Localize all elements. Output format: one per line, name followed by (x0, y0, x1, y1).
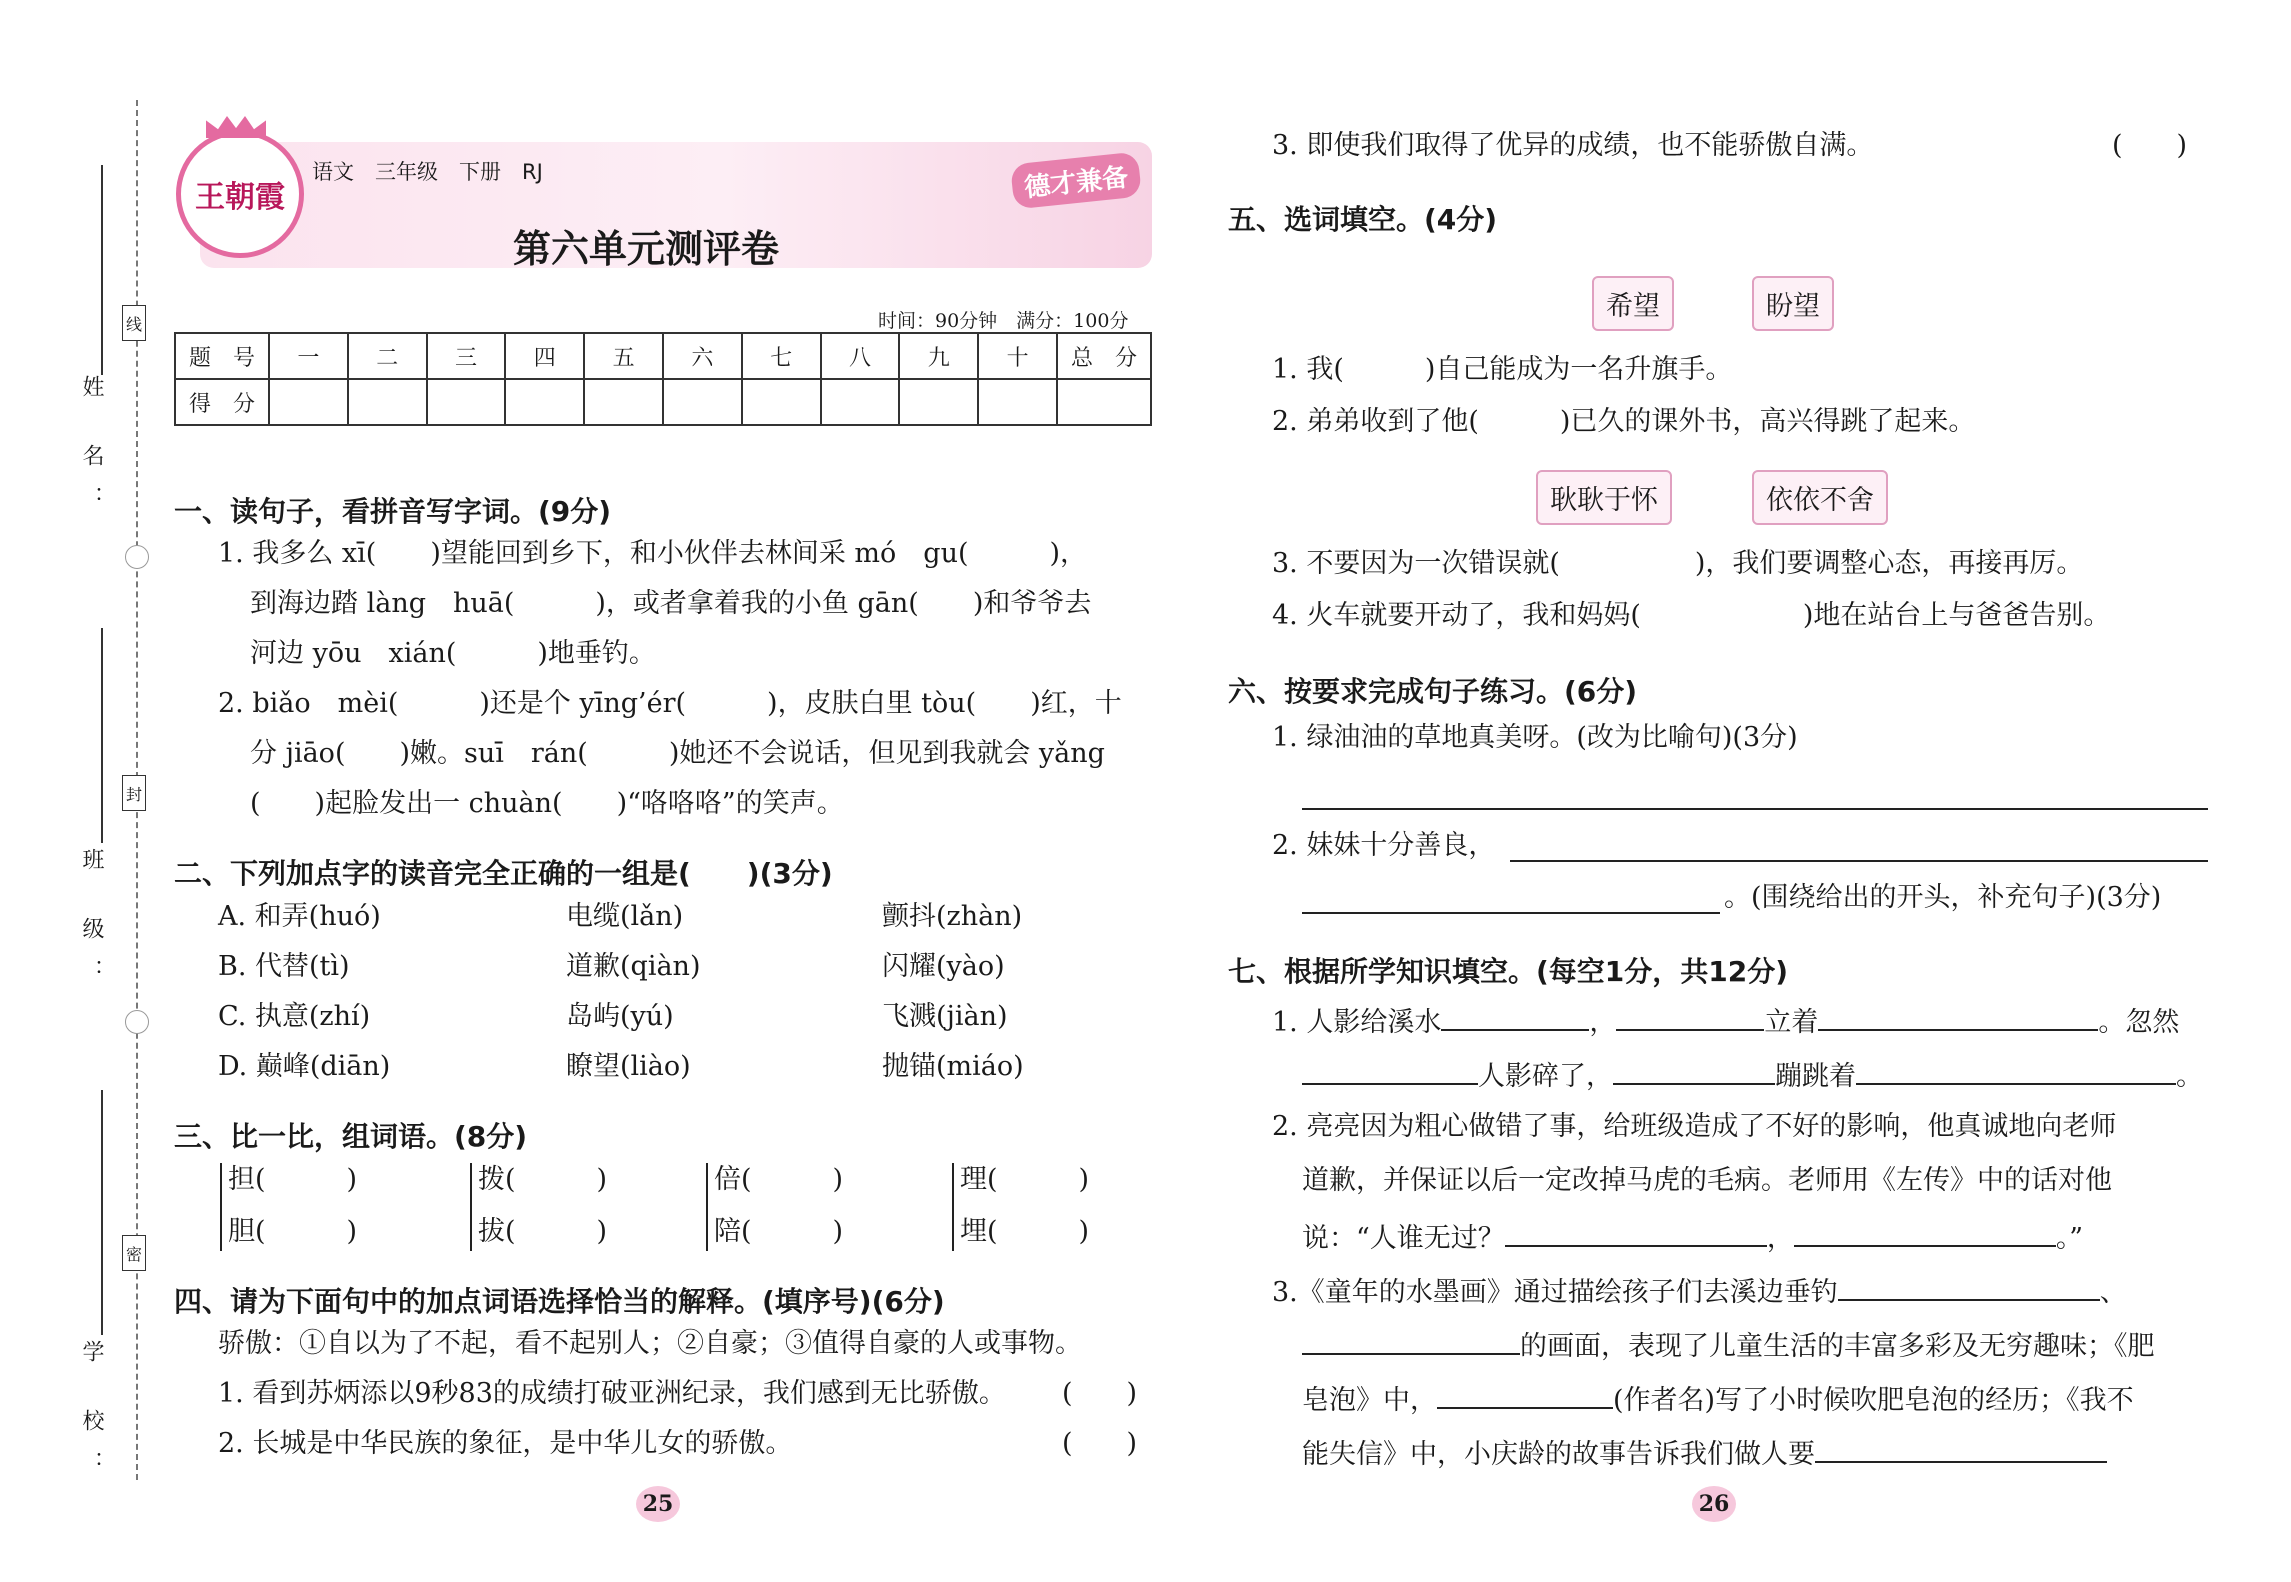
option-b3: 闪耀(yào) (882, 951, 1005, 982)
option-c2: 岛屿(yú) (566, 1001, 674, 1032)
blank[interactable] (1302, 1059, 1478, 1085)
score-cell[interactable] (978, 379, 1057, 425)
s7-q3-line3 (1302, 1383, 2134, 1414)
table-row (175, 333, 1151, 379)
s7-text: 能失信》中，小庆龄的故事告诉我们做人要 (1302, 1439, 1815, 1470)
s7-q2-line2: 道歉，并保证以后一定改掉马虎的毛病。老师用《左传》中的话对他 (1302, 1165, 2112, 1196)
s6-q2: 2. 妹妹十分善良， (1272, 830, 1496, 861)
brace (470, 1163, 472, 1251)
blank[interactable] (1815, 1437, 2107, 1463)
blank[interactable] (1818, 1005, 2098, 1031)
table-cell: 五 (584, 333, 663, 379)
s6-q2-answer-line-2[interactable] (1302, 912, 1720, 914)
class-label: 班 级： (79, 848, 104, 1001)
pair-word: 拔( ) (478, 1216, 608, 1247)
page-number-left: 25 (636, 1486, 680, 1522)
s7-text: 人影碎了， (1478, 1061, 1613, 1092)
s1-line: 1. 我多么 xī( )望能回到乡下，和小伙伴去林间采 mó gu( )， (218, 538, 1088, 569)
s7-text: (作者名)写了小时候吹肥皂泡的经历；《我不 (1613, 1385, 2134, 1416)
s1-line: ( )起脸发出一 chuàn( )“咯咯咯”的笑声。 (250, 788, 844, 819)
score-cell[interactable] (742, 379, 821, 425)
blank[interactable] (1613, 1059, 1775, 1085)
blank[interactable] (1838, 1275, 2100, 1301)
page-number-right: 26 (1692, 1486, 1736, 1522)
option-c1[interactable]: C. 执意(zhí) (218, 1001, 371, 1032)
pair-word: 拨( ) (478, 1164, 608, 1195)
word-option-gengeng: 耿耿于怀 (1536, 470, 1672, 525)
option-b2: 道歉(qiàn) (566, 951, 701, 982)
score-cell[interactable] (505, 379, 584, 425)
s4-q3-paren[interactable]: ( ) (2112, 130, 2188, 161)
table-row (175, 379, 1151, 425)
s7-text: ， (1589, 1007, 1617, 1038)
pair-word: 埋( ) (960, 1216, 1090, 1247)
s1-line: 到海边踏 làng huā( )，或者拿着我的小鱼 gān( )和爷爷去 (250, 588, 1092, 619)
s7-q1-line2 (1302, 1059, 2203, 1090)
s7-text: 3.《童年的水墨画》通过描绘孩子们去溪边垂钓 (1272, 1277, 1838, 1308)
s7-text: 。 (2176, 1061, 2203, 1092)
s4-definition: 骄傲：①自以为了不起，看不起别人；②自豪；③值得自豪的人或事物。 (218, 1328, 1082, 1359)
section-6-title: 六、按要求完成句子练习。(6分) (1228, 675, 1638, 708)
s6-q2-answer-line[interactable] (1510, 860, 2208, 862)
s7-text: 皂泡》中， (1302, 1385, 1437, 1416)
class-line[interactable] (101, 628, 103, 843)
table-cell: 得 分 (175, 379, 269, 425)
pair-word: 胆( ) (228, 1216, 358, 1247)
blank[interactable] (1856, 1059, 2176, 1085)
s7-text: 、 (2099, 1277, 2127, 1308)
s5-q3: 3. 不要因为一次错误就( )，我们要调整心态，再接再厉。 (1272, 548, 2084, 579)
s6-q2-tail: 。(围绕给出的开头，补充句子)(3分) (1724, 882, 2162, 913)
s7-q2-line1: 2. 亮亮因为粗心做错了事，给班级造成了不好的影响，他真诚地向老师 (1272, 1111, 2117, 1142)
s6-q1-answer-line[interactable] (1302, 808, 2208, 810)
s7-text: 的画面，表现了儿童生活的丰富多彩及无穷趣味；《肥 (1520, 1331, 2155, 1362)
s6-q1: 1. 绿油油的草地真美呀。(改为比喻句)(3分) (1272, 722, 1798, 753)
s7-q3-line1 (1272, 1275, 2127, 1306)
section-1-title: 一、读句子，看拼音写字词。(9分) (174, 495, 612, 528)
pair-word: 陪( ) (714, 1216, 844, 1247)
blank[interactable] (1505, 1221, 1767, 1247)
table-cell: 一 (269, 333, 348, 379)
table-cell: 八 (821, 333, 900, 379)
seal-line-mark: 线 (122, 305, 146, 341)
blank[interactable] (1616, 1005, 1764, 1031)
brand-name: 王朝霞 (195, 180, 285, 215)
s5-q1: 1. 我( )自己能成为一名升旗手。 (1272, 354, 1733, 385)
option-a3: 颤抖(zhàn) (882, 901, 1023, 932)
blank[interactable] (1794, 1221, 2056, 1247)
option-d1[interactable]: D. 巅峰(diān) (218, 1051, 391, 1082)
table-cell: 七 (742, 333, 821, 379)
table-cell: 三 (427, 333, 506, 379)
score-cell[interactable] (427, 379, 506, 425)
s4-q1: 1. 看到苏炳添以9秒83的成绩打破亚洲纪录，我们感到无比骄傲。 (218, 1378, 1006, 1409)
score-cell[interactable] (1057, 379, 1151, 425)
seal-seal-mark: 封 (122, 775, 146, 811)
option-d3: 抛锚(miáo) (882, 1051, 1024, 1082)
section-4-title: 四、请为下面句中的加点词语选择恰当的解释。(填序号)(6分) (174, 1285, 945, 1318)
table-cell: 十 (978, 333, 1057, 379)
table-cell: 二 (348, 333, 427, 379)
score-cell[interactable] (348, 379, 427, 425)
score-cell[interactable] (899, 379, 978, 425)
s7-text: 。” (2055, 1223, 2084, 1254)
crown-icon (206, 116, 266, 138)
s1-line: 分 jiāo( )嫩。suī rán( )她还不会说话，但见到我就会 yǎng (250, 738, 1105, 769)
blank[interactable] (1302, 1329, 1520, 1355)
score-cell[interactable] (584, 379, 663, 425)
binding-hole-icon (125, 1010, 149, 1034)
s4-q2-paren[interactable]: ( ) (1062, 1428, 1138, 1459)
s4-q3: 3. 即使我们取得了优异的成绩，也不能骄傲自满。 (1272, 130, 1874, 161)
s7-text: 1. 人影给溪水 (1272, 1007, 1442, 1038)
s7-text: 。忽然 (2098, 1007, 2180, 1038)
name-line[interactable] (101, 165, 103, 375)
word-option-xiwang: 希望 (1592, 276, 1674, 331)
s7-q3-line4 (1302, 1437, 2107, 1468)
name-label: 姓 名： (79, 375, 104, 528)
score-cell[interactable] (269, 379, 348, 425)
s1-line: 河边 yōu xián( )地垂钓。 (250, 638, 656, 669)
s4-q1-paren[interactable]: ( ) (1062, 1378, 1138, 1409)
s5-q2: 2. 弟弟收到了他( )已久的课外书，高兴得跳了起来。 (1272, 406, 1976, 437)
page-title: 第六单元测评卷 (513, 227, 780, 271)
school-line[interactable] (101, 1090, 103, 1335)
option-d2: 瞭望(liào) (566, 1051, 691, 1082)
brand-logo (176, 130, 304, 258)
header-badge: 德才兼备 (1010, 151, 1142, 209)
blank[interactable] (1441, 1005, 1589, 1031)
word-option-panwang: 盼望 (1752, 276, 1834, 331)
option-b1[interactable]: B. 代替(tì) (218, 951, 350, 982)
pair-word: 理( ) (960, 1164, 1090, 1195)
pair-word: 担( ) (228, 1164, 358, 1195)
table-cell: 题 号 (175, 333, 269, 379)
option-a2: 电缆(lǎn) (566, 901, 684, 932)
s7-text: ， (1766, 1223, 1794, 1254)
s7-q3-line2 (1302, 1329, 2155, 1360)
s7-text: 说：“人谁无过？ (1302, 1223, 1505, 1254)
table-cell: 九 (899, 333, 978, 379)
score-cell[interactable] (663, 379, 742, 425)
school-label: 学 校： (79, 1340, 104, 1493)
time-info: 时间：90分钟 满分：100分 (878, 310, 1129, 332)
brace (220, 1163, 222, 1251)
table-cell: 总 分 (1057, 333, 1151, 379)
section-5-title: 五、选词填空。(4分) (1228, 203, 1498, 236)
brace (952, 1163, 954, 1251)
pair-word: 倍( ) (714, 1164, 844, 1195)
s1-line: 2. biǎo mèi( )还是个 yīng’ér( )，皮肤白里 tòu( )红，十 (218, 688, 1122, 719)
s7-q2-line3 (1302, 1221, 2083, 1252)
option-a1[interactable]: A. 和弄(huó) (218, 901, 381, 932)
score-cell[interactable] (821, 379, 900, 425)
s5-q4: 4. 火车就要开动了，我和妈妈( )地在站台上与爸爸告别。 (1272, 600, 2111, 631)
table-cell: 六 (663, 333, 742, 379)
s7-text: 蹦跳着 (1775, 1061, 1856, 1092)
seal-secret-mark: 密 (122, 1235, 146, 1271)
section-7-title: 七、根据所学知识填空。(每空1分，共12分) (1228, 955, 1789, 988)
binding-hole-icon (125, 545, 149, 569)
s4-q2: 2. 长城是中华民族的象征，是中华儿女的骄傲。 (218, 1428, 793, 1459)
blank[interactable] (1437, 1383, 1613, 1409)
header-meta: 语文 三年级 下册 RJ (312, 160, 543, 184)
option-c3: 飞溅(jiàn) (882, 1001, 1008, 1032)
section-3-title: 三、比一比，组词语。(8分) (174, 1120, 528, 1153)
brace (706, 1163, 708, 1251)
s7-q1-line1 (1272, 1005, 2179, 1036)
word-option-yiyi: 依依不舍 (1752, 470, 1888, 525)
section-2-title: 二、下列加点字的读音完全正确的一组是( )(3分) (174, 857, 833, 890)
s7-text: 立着 (1764, 1007, 1819, 1038)
table-cell: 四 (505, 333, 584, 379)
score-table (174, 332, 1152, 426)
